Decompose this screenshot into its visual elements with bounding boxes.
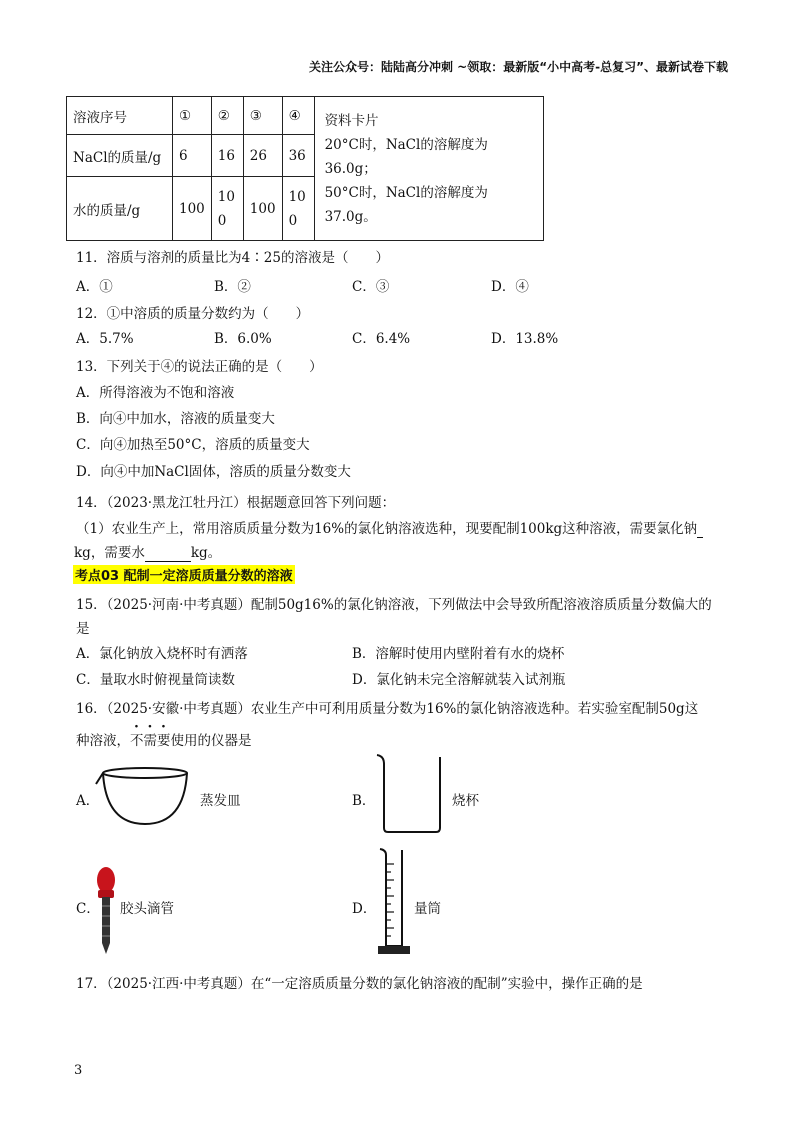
page-header: 关注公众号：陆陆高分冲刺 ~领取：最新版“小中高考-总复习”、最新试卷下载 xyxy=(309,60,728,74)
instrument-label: 胶头滴管 xyxy=(120,901,174,917)
question-text: 种溶液， xyxy=(76,733,130,749)
option: C．量取水时俯视量筒读数 xyxy=(76,672,235,688)
option-letter: C． xyxy=(76,901,100,917)
question-11-stem: 11．溶质与溶剂的质量比为4∶25的溶液是（ ） xyxy=(76,250,389,266)
table-cell: ④ xyxy=(282,97,314,135)
question-15-stem-cont: 是 xyxy=(76,621,90,637)
question-text: 使用的仪器是 xyxy=(170,733,252,749)
option: C．6.4% xyxy=(352,331,411,347)
option: B．6.0% xyxy=(214,331,272,347)
table-cell: 100 xyxy=(173,177,212,241)
option: A．所得溶液为不饱和溶液 xyxy=(76,385,235,401)
table-cell: NaCl的质量/g xyxy=(67,135,173,177)
table-cell: 26 xyxy=(243,135,282,177)
option: A．氯化钠放入烧杯时有洒落 xyxy=(76,646,248,662)
table-cell: ① xyxy=(173,97,212,135)
option: C．向④加热至50°C，溶质的质量变大 xyxy=(76,437,310,453)
option-letter: D． xyxy=(352,901,377,917)
table-cell: 16 xyxy=(211,135,243,177)
table-cell: 10 0 xyxy=(282,177,314,241)
question-text: kg。 xyxy=(190,545,222,561)
dropper-icon xyxy=(94,866,118,956)
beaker-icon xyxy=(374,752,446,834)
option: D．氯化钠未完全溶解就装入试剂瓶 xyxy=(352,672,566,688)
instrument-label: 量筒 xyxy=(414,901,441,917)
option: C．③ xyxy=(352,279,390,295)
page-number: 3 xyxy=(74,1063,83,1078)
solution-data-table xyxy=(66,96,544,241)
option: D．13.8% xyxy=(491,331,559,347)
emphasis-char: 需 xyxy=(143,733,157,749)
info-card-line: 50°C时，NaCl的溶解度为37.0g。 xyxy=(324,184,488,225)
section-heading: 考点03 配制一定溶质质量分数的溶液 xyxy=(73,565,295,584)
table-cell: 水的质量/g xyxy=(67,177,173,241)
evaporating-dish-icon xyxy=(90,766,200,830)
table-cell: 6 xyxy=(173,135,212,177)
instrument-label: 蒸发皿 xyxy=(200,793,241,809)
option: A．① xyxy=(76,279,113,295)
option: B．向④中加水，溶液的质量变大 xyxy=(76,411,275,427)
question-12-stem: 12．①中溶质的质量分数约为（ ） xyxy=(76,306,310,322)
question-15-stem: 15．（2025·河南·中考真题）配制50g16%的氯化钠溶液，下列做法中会导致所配溶液溶质质量分数偏大的 xyxy=(76,597,712,613)
emphasis-char: 不 xyxy=(130,733,144,749)
option-letter: A． xyxy=(76,793,100,809)
question-text: kg，需要水 xyxy=(74,545,145,561)
emphasis-char: 要 xyxy=(157,733,171,749)
info-card xyxy=(314,97,543,241)
table-cell: 36 xyxy=(282,135,314,177)
answer-blank[interactable] xyxy=(145,545,191,562)
option-letter: B． xyxy=(352,793,376,809)
option: A．5.7% xyxy=(76,331,134,347)
table-cell: 溶液序号 xyxy=(67,97,173,135)
table-cell: ③ xyxy=(243,97,282,135)
info-card-title: 资料卡片 xyxy=(324,112,379,129)
table-cell: 10 0 xyxy=(211,177,243,241)
option: B．溶解时使用内壁附着有水的烧杯 xyxy=(352,646,565,662)
question-14-part1-cont xyxy=(74,541,221,562)
question-16-stem: 16．（2025·安徽·中考真题）农业生产中可利用质量分数为16%的氯化钠溶液选种。若实验室配制50g这 xyxy=(76,701,699,717)
question-13-stem: 13．下列关于④的说法正确的是（ ） xyxy=(76,359,323,375)
table-row xyxy=(67,97,544,135)
table-cell: ② xyxy=(211,97,243,135)
answer-blank[interactable] xyxy=(697,521,703,538)
table-cell: 100 xyxy=(243,177,282,241)
info-card-line: 20°C时，NaCl的溶解度为36.0g； xyxy=(324,136,488,177)
graduated-cylinder-icon xyxy=(374,846,414,958)
option: D．④ xyxy=(491,279,529,295)
question-text: （1）农业生产上，常用溶质质量分数为16%的氯化钠溶液选种，现要配制100kg这种溶液，需要氯化钠 xyxy=(76,521,698,537)
question-17-stem: 17．（2025·江西·中考真题）在“一定溶质质量分数的氯化钠溶液的配制”实验中，操作正确的是 xyxy=(76,976,643,992)
question-14-part1 xyxy=(76,517,703,538)
option: D．向④中加NaCl固体，溶质的质量分数变大 xyxy=(76,464,351,480)
option: B．② xyxy=(214,279,251,295)
instrument-label: 烧杯 xyxy=(452,793,479,809)
question-16-stem-cont xyxy=(76,729,252,749)
question-14-stem: 14．（2023·黑龙江牡丹江）根据题意回答下列问题： xyxy=(76,495,396,511)
